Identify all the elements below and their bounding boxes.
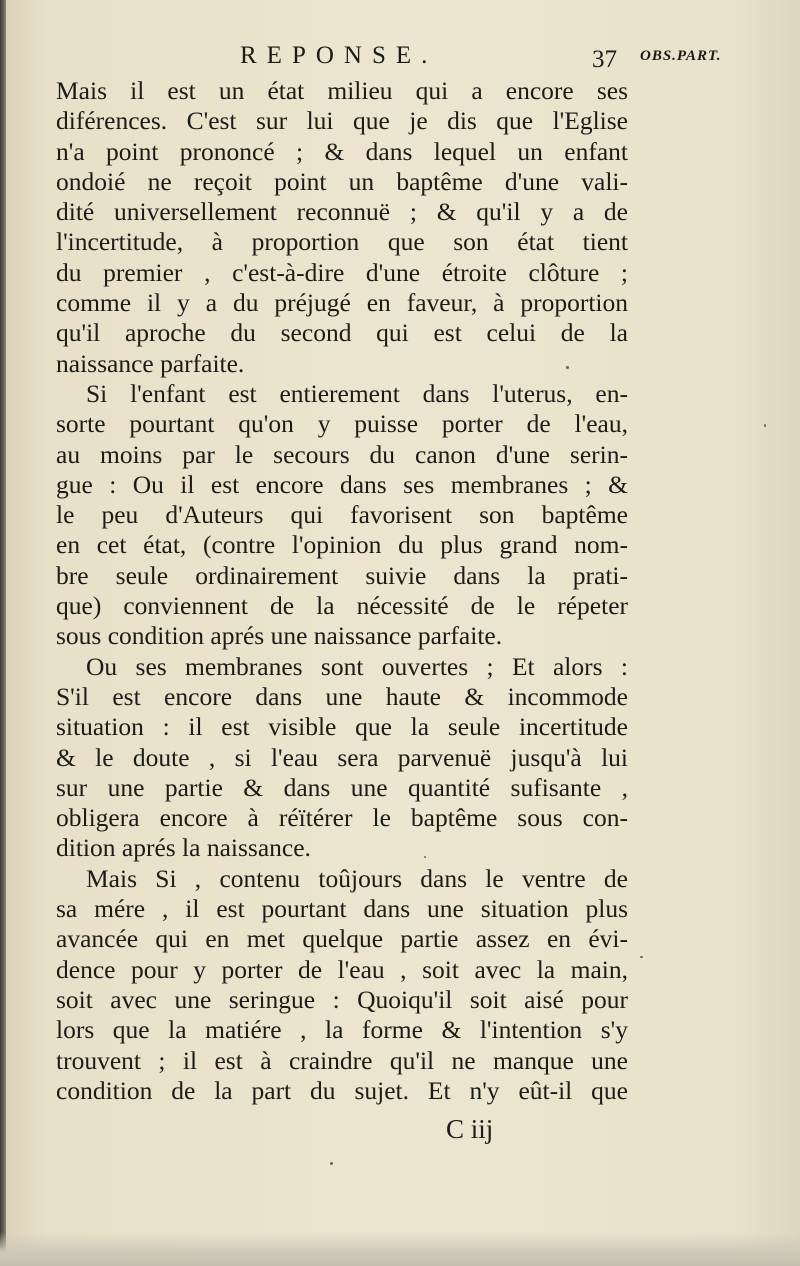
page-binding-edge — [0, 0, 6, 1266]
text-line: dition aprés la naissance. — [56, 833, 311, 863]
text-line: gue : Ou il est encore dans ses membranes ; & — [56, 469, 628, 499]
text-line: du premier , c'est-à-dire d'une étroite clôture ; — [56, 257, 628, 287]
text-line: naissance parfaite. — [56, 348, 245, 378]
text-line: avancée qui en met quelque partie assez en évi- — [56, 924, 628, 954]
page-number: 37 — [592, 46, 617, 73]
text-line: obligera encore à réïtérer le baptême sous con- — [56, 803, 628, 833]
margin-note: OBS.PART. — [640, 48, 722, 64]
paper-speck — [640, 956, 643, 958]
text-line: S'il est encore dans une haute & incommode — [56, 681, 628, 711]
text-line: sous condition aprés une naissance parfaite. — [56, 621, 503, 651]
body-text — [56, 76, 628, 1106]
paper-speck — [330, 1162, 333, 1165]
text-line: diférences. C'est sur lui que je dis que l'Eglise — [56, 106, 628, 136]
text-line: sa mére , il est pourtant dans une situation plus — [56, 894, 628, 924]
text-line: qu'il aproche du second qui est celui de la — [56, 318, 628, 348]
text-line: au moins par le secours du canon d'une serin- — [56, 439, 628, 469]
text-line: Ou ses membranes sont ouvertes ; Et alors : — [86, 651, 628, 681]
running-head: REPONSE. — [240, 42, 438, 69]
text-line: sur une partie & dans une quantité sufisante , — [56, 772, 628, 802]
text-line: en cet état, (contre l'opinion du plus grand nom- — [56, 530, 628, 560]
paper-speck — [764, 424, 766, 427]
text-line: situation : il est visible que la seule incertitude — [56, 712, 628, 742]
text-line: n'a point prononcé ; & dans lequel un enfant — [56, 136, 628, 166]
text-line: lors que la matiére , la forme & l'intention s'y — [56, 1015, 628, 1045]
text-line: sorte pourtant qu'on y puisse porter de l'eau, — [56, 409, 628, 439]
text-line: que) conviennent de la nécessité de le répeter — [56, 591, 628, 621]
text-line: dence pour y porter de l'eau , soit avec la main, — [56, 954, 628, 984]
text-line: ondoié ne reçoit point un baptême d'une vali- — [56, 166, 628, 196]
text-line: trouvent ; il est à craindre qu'il ne manque une — [56, 1045, 628, 1075]
text-line: comme il y a du préjugé en faveur, à proportion — [56, 288, 628, 318]
text-line: dité universellement reconnuë ; & qu'il y a de — [56, 197, 628, 227]
text-line: l'incertitude, à proportion que son état tient — [56, 227, 628, 257]
text-line: Si l'enfant est entierement dans l'uterus, en- — [86, 378, 628, 408]
text-line: condition de la part du sujet. Et n'y eût-il que — [56, 1075, 628, 1105]
signature-mark: C iij — [446, 1114, 494, 1144]
text-line: Mais Si , contenu toûjours dans le ventre de — [86, 863, 628, 893]
text-line: le peu d'Auteurs qui favorisent son baptême — [56, 500, 628, 530]
text-line: Mais il est un état milieu qui a encore ses — [56, 76, 628, 105]
text-line: & le doute , si l'eau sera parvenuë jusqu'à lui — [56, 742, 628, 772]
paper-speck — [424, 856, 426, 858]
page-bottom-shadow — [0, 1232, 800, 1266]
text-line: soit avec une seringue : Quoiqu'il soit aisé pour — [56, 984, 628, 1014]
text-line: bre seule ordinairement suivie dans la prati- — [56, 560, 628, 590]
paper-speck — [566, 366, 569, 369]
